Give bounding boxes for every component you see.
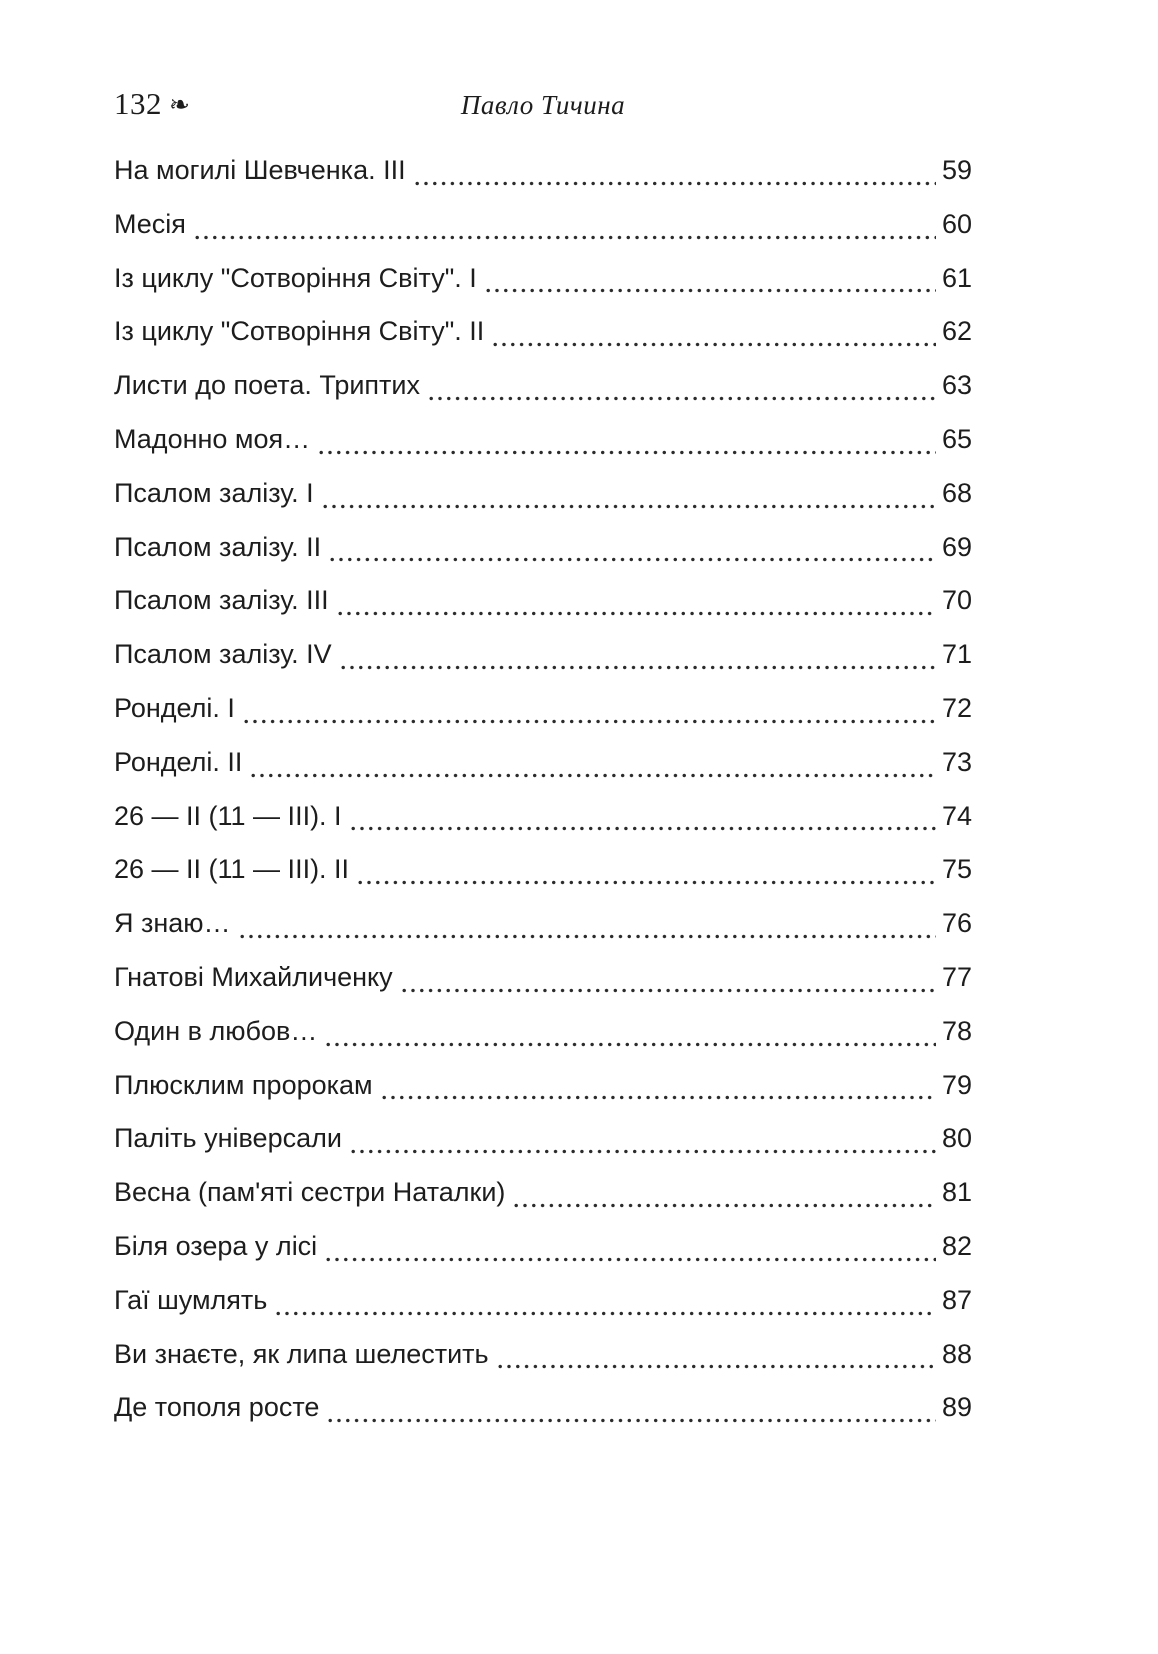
dot-leader	[493, 305, 936, 359]
dot-leader	[276, 1274, 936, 1328]
dot-leader	[326, 1220, 936, 1274]
toc-entry-page: 68	[941, 477, 972, 508]
toc-entry-title: Месія	[114, 208, 186, 239]
toc-entry-title: Мадонно моя…	[114, 423, 311, 454]
folio-group	[114, 86, 224, 122]
toc-entry-page: 80	[941, 1123, 972, 1154]
toc-entry-page: 78	[941, 1015, 972, 1046]
dot-leader	[323, 467, 936, 521]
toc-entry-title: Гаї шумлять	[114, 1284, 268, 1315]
toc-entry	[114, 305, 972, 359]
toc-entry-page: 65	[941, 423, 972, 454]
toc-entry-title: Із циклу "Сотворіння Світу". II	[114, 316, 485, 347]
toc-entry-page: 88	[941, 1338, 972, 1369]
toc-entry-title: Листи до поета. Триптих	[114, 370, 421, 401]
dot-leader	[514, 1166, 936, 1220]
toc-entry-title: Псалом залізу. IV	[114, 639, 332, 670]
toc-entry-title: Де тополя росте	[114, 1392, 320, 1423]
dot-leader	[351, 1112, 936, 1166]
toc-entry-title: На могилі Шевченка. III	[114, 155, 406, 185]
toc-entry-page: 75	[941, 854, 972, 885]
dot-leader	[402, 951, 936, 1005]
toc-entry-page: 89	[941, 1392, 972, 1423]
fleuron-ornament-icon: ❧	[169, 92, 190, 119]
toc-entry	[114, 843, 972, 897]
dot-leader	[244, 682, 936, 736]
toc-entry	[114, 628, 972, 682]
toc-entry-page: 60	[941, 208, 972, 239]
toc-entry-title: Із циклу "Сотворіння Світу". I	[114, 262, 477, 293]
toc-entry-page: 71	[941, 639, 972, 670]
toc-entry-page: 63	[941, 370, 972, 401]
toc-entry	[114, 1059, 972, 1113]
dot-leader	[429, 359, 936, 413]
toc-entry	[114, 574, 972, 628]
toc-entry-title: Один в любов…	[114, 1015, 318, 1046]
dot-leader	[251, 736, 936, 790]
toc-entry-title: Гнатові Михайличенку	[114, 961, 393, 992]
toc-entry-title: Я знаю…	[114, 908, 231, 939]
folio-number: 132	[114, 86, 162, 121]
toc-entry	[114, 897, 972, 951]
dot-leader	[351, 790, 936, 844]
toc-entry-title: Біля озера у лісі	[114, 1230, 318, 1261]
toc-entry-title: Ронделі. II	[114, 746, 243, 777]
page-header	[114, 86, 972, 122]
toc-entry	[114, 682, 972, 736]
toc-entry	[114, 252, 972, 306]
running-title: Павло Тичина	[460, 90, 626, 120]
dot-leader	[498, 1328, 936, 1382]
toc-entry-page: 73	[941, 746, 972, 777]
toc-entry	[114, 1274, 972, 1328]
toc-entry-page: 61	[941, 262, 972, 293]
dot-leader	[341, 628, 936, 682]
dot-leader	[330, 521, 936, 575]
toc-entry-title: Псалом залізу. III	[114, 585, 329, 616]
dot-leader	[486, 252, 936, 306]
dot-leader	[240, 897, 936, 951]
toc-entry	[114, 1220, 972, 1274]
toc-entry	[114, 790, 972, 844]
toc-entry	[114, 1328, 972, 1382]
dot-leader	[195, 198, 936, 252]
toc-entry-page: 76	[941, 908, 972, 939]
dot-leader	[319, 413, 936, 467]
toc-entry-page: 62	[941, 316, 972, 347]
toc-entry	[114, 1005, 972, 1059]
toc-entry	[114, 413, 972, 467]
toc-entry-page: 72	[941, 692, 972, 723]
toc-entry-page: 79	[941, 1069, 972, 1100]
toc-entry	[114, 359, 972, 413]
toc-entry-title: Плюсклим пророкам	[114, 1069, 373, 1100]
toc-entry	[114, 198, 972, 252]
dot-leader	[358, 843, 936, 897]
toc-entry-page: 59	[941, 155, 972, 185]
toc-entry	[114, 951, 972, 1005]
toc-entry-title: Псалом залізу. II	[114, 531, 322, 562]
toc-entry-title: Ви знаєте, як липа шелестить	[114, 1338, 489, 1369]
dot-leader	[326, 1005, 936, 1059]
toc-entry-title: 26 — II (11 — III). I	[114, 800, 342, 831]
toc-entry	[114, 144, 972, 198]
dot-leader	[328, 1381, 936, 1435]
toc-entry-page: 77	[941, 961, 972, 992]
toc-entry	[114, 1112, 972, 1166]
dot-leader	[338, 574, 936, 628]
toc-entry	[114, 1381, 972, 1435]
toc-entry-title: Псалом залізу. I	[114, 477, 314, 508]
toc-entry-page: 74	[941, 800, 972, 831]
toc-list	[114, 144, 972, 1435]
toc-entry-page: 70	[941, 585, 972, 616]
toc-entry	[114, 521, 972, 575]
toc-entry-page: 81	[941, 1177, 972, 1208]
toc-entry-title: Паліть універсали	[114, 1123, 342, 1154]
toc-entry	[114, 1166, 972, 1220]
toc-entry-page: 82	[941, 1230, 972, 1261]
toc-entry	[114, 467, 972, 521]
toc-entry-title: 26 — II (11 — III). II	[114, 854, 350, 885]
toc-entry-page: 69	[941, 531, 972, 562]
toc-entry-page: 87	[941, 1284, 972, 1315]
toc-entry-title: Ронделі. I	[114, 692, 235, 723]
toc-entry	[114, 736, 972, 790]
dot-leader	[382, 1059, 936, 1113]
toc-entry-title: Весна (пам'яті сестри Наталки)	[114, 1177, 506, 1208]
dot-leader	[415, 144, 936, 198]
